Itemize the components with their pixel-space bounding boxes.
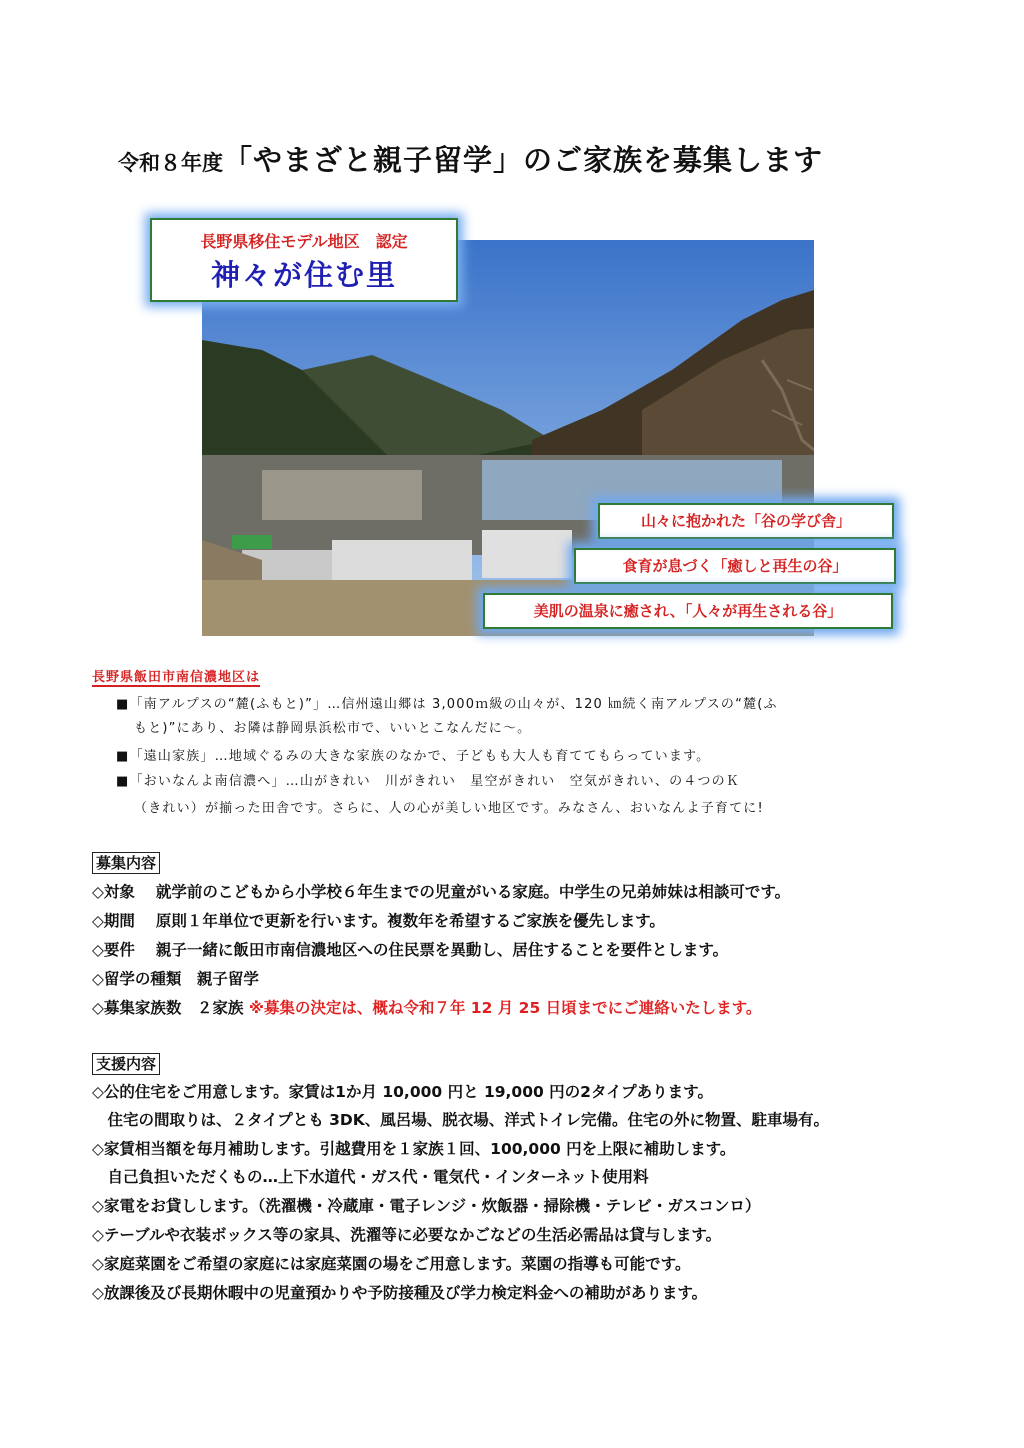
support-garden: ◇家庭菜園をご希望の家庭には家庭菜園の場をご用意します。菜園の指導も可能です。 [92,1255,691,1273]
caption-school: 山々に抱かれた「谷の学び舎」 [598,503,894,539]
area-bullet-3-cont: （きれい）が揃った田舎です。さらに、人の心が美しい地区です。みなさん、おいなんよ子育てに! [134,801,764,816]
area-heading: 長野県飯田市南信濃地区は [92,666,260,687]
recruit-target: ◇対象 就学前のこどもから小学校６年生までの児童がいる家庭。中学生の兄弟姉妹は相談可です。 [92,883,791,901]
area-bullet-2: ■「遠山家族」…地域ぐるみの大きな家族のなかで、子どもも大人も育ててもらっています。 [116,749,711,764]
support-self-pay: 自己負担いただくもの…上下水道代・ガス代・電気代・インターネット使用料 [92,1168,649,1186]
recruit-requirement: ◇要件 親子一緒に飯田市南信濃地区への住民票を異動し、居住することを要件とします。 [92,941,729,959]
badge-title: 神々が住む里 [210,258,397,292]
support-appliances: ◇家電をお貸しします。（洗濯機・冷蔵庫・電子レンジ・炊飯器・掃除機・テレビ・ガスコンロ） [92,1197,761,1215]
area-bullet-1: ■「南アルプスの“麓(ふもと)”」…信州遠山郷は 3,000ｍ級の山々が、120 ㎞続く南アルプスの“麓(ふ [116,697,778,712]
support-housing-detail: 住宅の間取りは、２タイプとも 3DK、風呂場、脱衣場、洋式トイレ完備。住宅の外に物置、駐車場有。 [92,1111,830,1129]
title-main: 「やまざと親子留学」のご家族を募集します [223,143,824,177]
recruit-count-label: ◇募集家族数 ２家族 [92,999,244,1017]
page-title [118,140,918,180]
caption-food: 食育が息づく「癒しと再生の谷」 [574,548,896,584]
support-rent: ◇家賃相当額を毎月補助します。引越費用を１家族１回、100,000 円を上限に補助します。 [92,1140,736,1158]
support-housing: ◇公的住宅をご用意します。家賃は1か月 10,000 円と 19,000 円の2タイプあります。 [92,1083,713,1101]
support-childcare: ◇放課後及び長期休暇中の児童預かりや予防接種及び学力検定料金への補助があります。 [92,1284,708,1302]
area-bullet-3: ■「おいなんよ南信濃へ」…山がきれい 川がきれい 星空がきれい 空気がきれい、の４つのＫ [116,774,741,789]
caption-onsen: 美肌の温泉に癒され、「人々が再生される谷」 [483,593,893,629]
recruit-heading: 募集内容 [92,852,160,874]
title-prefix: 令和８年度 [118,151,223,175]
badge-subtitle: 長野県移住モデル地区 認定 [200,232,408,251]
recruit-count-note: ※募集の決定は、概ね令和７年 12 月 25 日頃までにご連絡いたします。 [248,999,762,1017]
model-district-badge [150,218,458,302]
recruit-period: ◇期間 原則１年単位で更新を行います。複数年を希望するご家族を優先します。 [92,912,665,930]
support-furniture: ◇テーブルや衣装ボックス等の家具、洗濯等に必要なかごなどの生活必需品は貸与します。 [92,1226,722,1244]
recruit-count [92,996,761,1018]
support-heading: 支援内容 [92,1053,160,1075]
recruit-type: ◇留学の種類 親子留学 [92,970,259,988]
area-bullet-1-cont: もと)”にあり、お隣は静岡県浜松市で、いいとこなんだに～。 [134,721,532,736]
